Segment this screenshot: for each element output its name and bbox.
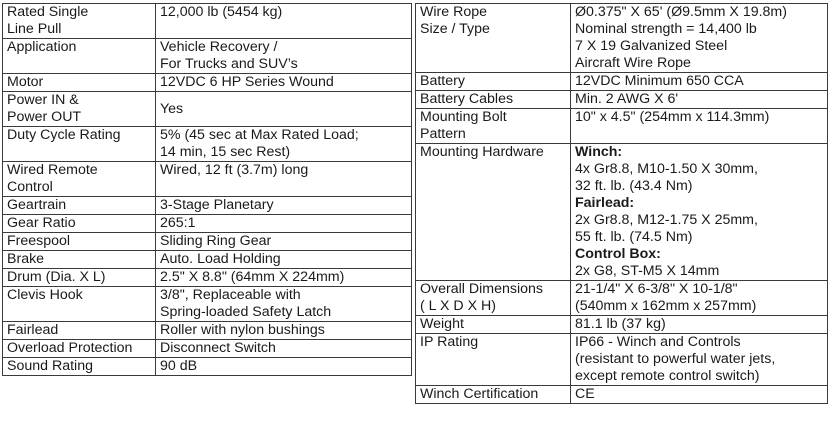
spec-value	[571, 73, 828, 91]
spec-label-line: Rated Single	[7, 4, 89, 20]
table-row	[416, 91, 828, 109]
spec-value-line: Auto. Load Holding	[160, 251, 281, 267]
spec-label-line: Fairlead	[7, 322, 59, 338]
spec-value-line: 90 dB	[160, 358, 198, 374]
spec-value-line: 55 ft. lb. (74.5 Nm)	[575, 229, 693, 245]
spec-label-line: Duty Cycle Rating	[7, 127, 121, 143]
spec-label	[3, 269, 156, 287]
left-spec-table	[2, 3, 412, 376]
table-row	[416, 281, 828, 316]
spec-value-line: Sliding Ring Gear	[160, 233, 272, 249]
spec-value-line: 12VDC 6 HP Series Wound	[160, 74, 334, 90]
spec-value-line: 81.1 lb (37 kg)	[575, 316, 666, 332]
spec-label	[3, 197, 156, 215]
spec-label	[3, 322, 156, 340]
spec-label	[3, 92, 156, 127]
spec-value-line: Wired, 12 ft (3.7m) long	[160, 162, 309, 178]
spec-label-line: Drum (Dia. X L)	[7, 269, 106, 285]
spec-value-line: Min. 2 AWG X 6'	[575, 91, 679, 107]
spec-label-line: Sound Rating	[7, 358, 93, 374]
spec-value	[571, 4, 828, 73]
spec-label	[3, 215, 156, 233]
spec-label	[3, 287, 156, 322]
spec-label	[3, 251, 156, 269]
spec-label-line: Application	[7, 39, 77, 55]
right-spec-table	[415, 3, 828, 404]
spec-value-line: except remote control switch)	[575, 368, 760, 384]
table-row	[3, 215, 412, 233]
spec-value	[571, 144, 828, 281]
spec-value	[156, 340, 412, 358]
spec-value-line: Roller with nylon bushings	[160, 322, 325, 338]
table-row	[3, 233, 412, 251]
hardware-group-heading: Fairlead:	[575, 195, 635, 211]
spec-value	[156, 39, 412, 74]
spec-label-line: Overall Dimensions	[420, 281, 543, 297]
table-row	[3, 287, 412, 322]
spec-label-line: Geartrain	[7, 197, 67, 213]
spec-label	[416, 73, 571, 91]
spec-label-line: Gear Ratio	[7, 215, 76, 231]
spec-value-line: 2x Gr8.8, M12-1.75 X 25mm,	[575, 212, 758, 228]
spec-value-line: Ø0.375" X 65' (Ø9.5mm X 19.8m)	[575, 4, 787, 20]
spec-label-line: Wire Rope	[420, 4, 488, 20]
spec-value-line: 265:1	[160, 215, 196, 231]
spec-value	[571, 334, 828, 386]
spec-value-line: Spring-loaded Safety Latch	[160, 304, 332, 320]
spec-value	[156, 215, 412, 233]
spec-label-line: Wired Remote	[7, 162, 98, 178]
spec-value-line: 32 ft. lb. (43.4 Nm)	[575, 178, 693, 194]
table-row	[3, 358, 412, 376]
spec-label	[416, 4, 571, 73]
spec-value	[571, 91, 828, 109]
spec-value-line: 12,000 lb (5454 kg)	[160, 4, 283, 20]
spec-value-line: Aircraft Wire Rope	[575, 55, 691, 71]
spec-label	[416, 109, 571, 144]
spec-value	[156, 322, 412, 340]
hardware-group-heading: Control Box:	[575, 246, 661, 262]
table-row	[3, 251, 412, 269]
spec-label	[3, 358, 156, 376]
spec-label-line: Control	[7, 179, 53, 195]
spec-value-line: (540mm x 162mm x 257mm)	[575, 298, 757, 314]
spec-label	[416, 334, 571, 386]
spec-value	[156, 269, 412, 287]
spec-value-line: 14 min, 15 sec Rest)	[160, 144, 291, 160]
spec-value	[156, 358, 412, 376]
spec-value-line: For Trucks and SUV’s	[160, 56, 298, 72]
table-row	[416, 386, 828, 404]
spec-label	[416, 386, 571, 404]
table-row	[3, 4, 412, 39]
spec-value-line: Yes	[160, 100, 184, 117]
table-row	[416, 73, 828, 91]
spec-label-line: ( L X D X H)	[420, 298, 496, 314]
table-row	[3, 39, 412, 74]
table-row	[416, 334, 828, 386]
table-row	[3, 92, 412, 127]
spec-label-line: Motor	[7, 74, 44, 90]
spec-value	[156, 287, 412, 322]
spec-value	[156, 197, 412, 215]
spec-label-line: Mounting Bolt	[420, 109, 507, 125]
spec-label-line: Overload Protection	[7, 340, 133, 356]
spec-value	[156, 4, 412, 39]
spec-value	[156, 127, 412, 162]
spec-value-line: 5% (45 sec at Max Rated Load;	[160, 127, 359, 143]
spec-label-line: Line Pull	[7, 21, 62, 37]
spec-label-line: Weight	[420, 316, 464, 332]
spec-label-line: Pattern	[420, 126, 466, 142]
table-row	[3, 74, 412, 92]
spec-label-line: Brake	[7, 251, 45, 267]
spec-label-line: Power OUT	[7, 109, 82, 125]
spec-label	[416, 281, 571, 316]
table-row	[416, 144, 828, 281]
spec-label-line: Freespool	[7, 233, 71, 249]
spec-value	[571, 281, 828, 316]
spec-label	[3, 233, 156, 251]
spec-value	[571, 316, 828, 334]
spec-value	[156, 251, 412, 269]
table-row	[3, 269, 412, 287]
hardware-group-heading: Winch:	[575, 144, 623, 160]
table-row	[416, 109, 828, 144]
spec-value-line: 12VDC Minimum 650 CCA	[575, 73, 744, 89]
table-row	[3, 162, 412, 197]
spec-label	[3, 74, 156, 92]
spec-value-line: CE	[575, 386, 595, 402]
spec-label-line: Winch Certification	[420, 386, 539, 402]
spec-value-line: Vehicle Recovery /	[160, 39, 278, 55]
spec-value-line: 10" x 4.5" (254mm x 114.3mm)	[575, 109, 770, 125]
spec-value-line: IP66 - Winch and Controls	[575, 334, 741, 350]
spec-value-line: 4x Gr8.8, M10-1.50 X 30mm,	[575, 161, 758, 177]
table-row	[3, 127, 412, 162]
spec-label-line: Clevis Hook	[7, 287, 83, 303]
table-row	[3, 322, 412, 340]
spec-label	[416, 91, 571, 109]
spec-label	[3, 4, 156, 39]
spec-value-line: (resistant to powerful water jets,	[575, 351, 776, 367]
table-row	[3, 340, 412, 358]
spec-label-line: Size / Type	[420, 21, 490, 37]
spec-value-line: Disconnect Switch	[160, 340, 276, 356]
spec-value	[156, 92, 412, 127]
spec-label	[3, 340, 156, 358]
spec-value-line: 21-1/4" X 6-3/8" X 10-1/8"	[575, 281, 738, 297]
spec-label	[3, 39, 156, 74]
table-row	[3, 197, 412, 215]
spec-value	[156, 162, 412, 197]
spec-label-line: Battery Cables	[420, 91, 514, 107]
spec-value-line: 2x G8, ST-M5 X 14mm	[575, 263, 720, 279]
spec-label-line: Mounting Hardware	[420, 144, 544, 160]
spec-value	[571, 386, 828, 404]
spec-label	[416, 144, 571, 281]
spec-label-line: Battery	[420, 73, 465, 89]
spec-label	[416, 316, 571, 334]
spec-label	[3, 162, 156, 197]
spec-value	[571, 109, 828, 144]
spec-value	[156, 233, 412, 251]
spec-value-line: Nominal strength = 14,400 lb	[575, 21, 757, 37]
spec-label-line: Power IN &	[7, 92, 79, 108]
spec-value-line: 2.5" X 8.8" (64mm X 224mm)	[160, 269, 345, 285]
spec-label-line: IP Rating	[420, 334, 479, 350]
table-row	[416, 316, 828, 334]
spec-value-line: 3/8", Replaceable with	[160, 287, 301, 303]
spec-value	[156, 74, 412, 92]
spec-value-line: 3-Stage Planetary	[160, 197, 274, 213]
spec-value-line: 7 X 19 Galvanized Steel	[575, 38, 728, 54]
table-row	[416, 4, 828, 73]
spec-label	[3, 127, 156, 162]
